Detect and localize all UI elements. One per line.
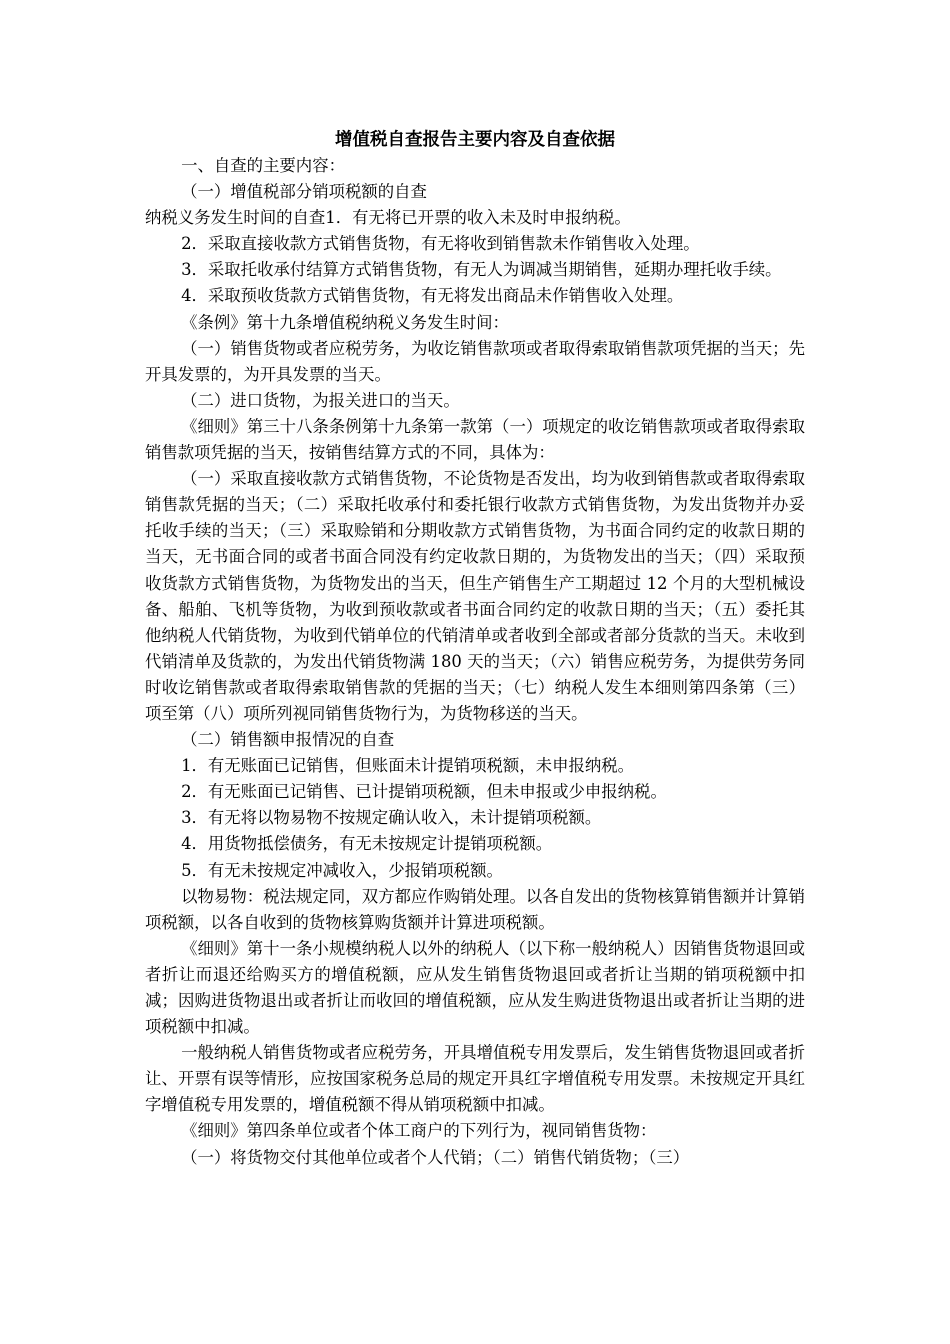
paragraph-rules-38-detail: （一）采取直接收款方式销售货物，不论货物是否发出，均为收到销售款或者取得索取销售款凭据的当天；（二）采取托收承付和委托银行收款方式销售货物，为发出货物并办妥托收手续的当天；（三）采取赊销和分期收款方式销售货物，为书面合同约定的收款日期的当天，无书面合同的或者书面合同没有约定收款日期的，为货物发出的当天；（四）采取预收货款方式销售货物，为货物发出的当天，但生产销售生产工期超过 12 个月的大型机械设备、船舶、飞机等货物，为收到预收款或者书面合同约定的收款日期的当天；（五）委托其他纳税人代销货物，为收到代销单位的代销清单或者收到全部或者部分货款的当天。未收到代销清单及货款的，为发出代销货物满 180 天的当天；（六）销售应税劳务，为提供劳务同时收讫销售款或者取得索取销售款的凭据的当天；（七）纳税人发生本细则第四条第（三）项至第（八）项所列视同销售货物行为，为货物移送的当天。: [145, 469, 805, 723]
subheading-output-tax: （一）增值税部分销项税额的自查: [181, 182, 427, 202]
paragraph-item-4: 4．采取预收货款方式销售货物，有无将发出商品未作销售收入处理。: [181, 286, 684, 306]
paragraph-item-2: 2．采取直接收款方式销售货物，有无将收到销售款未作销售收入处理。: [181, 234, 700, 254]
paragraph-regulation-19-1: （一）销售货物或者应税劳务，为收讫销售款项或者取得索取销售款项凭据的当天；先开具发票的，为开具发票的当天。: [145, 338, 805, 384]
paragraph-check-4: 4．用货物抵偿债务，有无未按规定计提销项税额。: [181, 834, 553, 854]
paragraph-red-invoice: 一般纳税人销售货物或者应税劳务，开具增值税专用发票后，发生销售货物退回或者折让、开票有误等情形，应按国家税务总局的规定开具红字增值税专用发票。未按规定开具红字增值税专用发票的，增值税额不得从销项税额中扣减。: [145, 1043, 805, 1115]
paragraph-check-2: 2．有无账面已记销售、已计提销项税额，但未申报或少申报纳税。: [181, 782, 667, 802]
document-body: [145, 153, 805, 1171]
paragraph-rules-11: 《细则》第十一条小规模纳税人以外的纳税人（以下称一般纳税人）因销售货物退回或者折让而退还给购买方的增值税额，应从发生销售货物退回或者折让当期的销项税额中扣减；因购进货物退出或者折让而收回的增值税额，应从发生购进货物退出或者折让当期的进项税额中扣减。: [145, 938, 805, 1037]
paragraph-regulation-19-2: （二）进口货物，为报关进口的当天。: [181, 390, 460, 410]
document-title: 增值税自查报告主要内容及自查依据: [335, 130, 615, 150]
paragraph-check-5: 5．有无未按规定冲减收入，少报销项税额。: [181, 860, 503, 880]
paragraph-rules-4: 《细则》第四条单位或者个体工商户的下列行为，视同销售货物：: [181, 1121, 657, 1141]
paragraph-rules-38: 《细则》第三十八条条例第十九条第一款第（一）项规定的收讫销售款项或者取得索取销售款项凭据的当天，按销售结算方式的不同，具体为：: [145, 416, 805, 463]
paragraph-regulation-19: 《条例》第十九条增值税纳税义务发生时间：: [181, 312, 509, 332]
subheading-sales-declaration: （二）销售额申报情况的自查: [181, 730, 395, 750]
paragraph-rules-4-items: （一）将货物交付其他单位或者个人代销；（二）销售代销货物；（三）: [181, 1147, 690, 1167]
paragraph-barter: 以物易物：税法规定同，双方都应作购销处理。以各自发出的货物核算销售额并计算销项税额，以各自收到的货物核算购货额并计算进项税额。: [145, 886, 805, 932]
paragraph-check-1: 1．有无账面已记销售，但账面未计提销项税额，未申报纳税。: [181, 756, 635, 776]
paragraph-item-1: 纳税义务发生时间的自查1．有无将已开票的收入未及时申报纳税。: [145, 208, 631, 228]
paragraph-check-3: 3．有无将以物易物不按规定确认收入，未计提销项税额。: [181, 808, 602, 828]
heading-self-check-content: 一、自查的主要内容：: [181, 156, 345, 175]
paragraph-item-3: 3．采取托收承付结算方式销售货物，有无人为调减当期销售，延期办理托收手续。: [181, 260, 782, 280]
